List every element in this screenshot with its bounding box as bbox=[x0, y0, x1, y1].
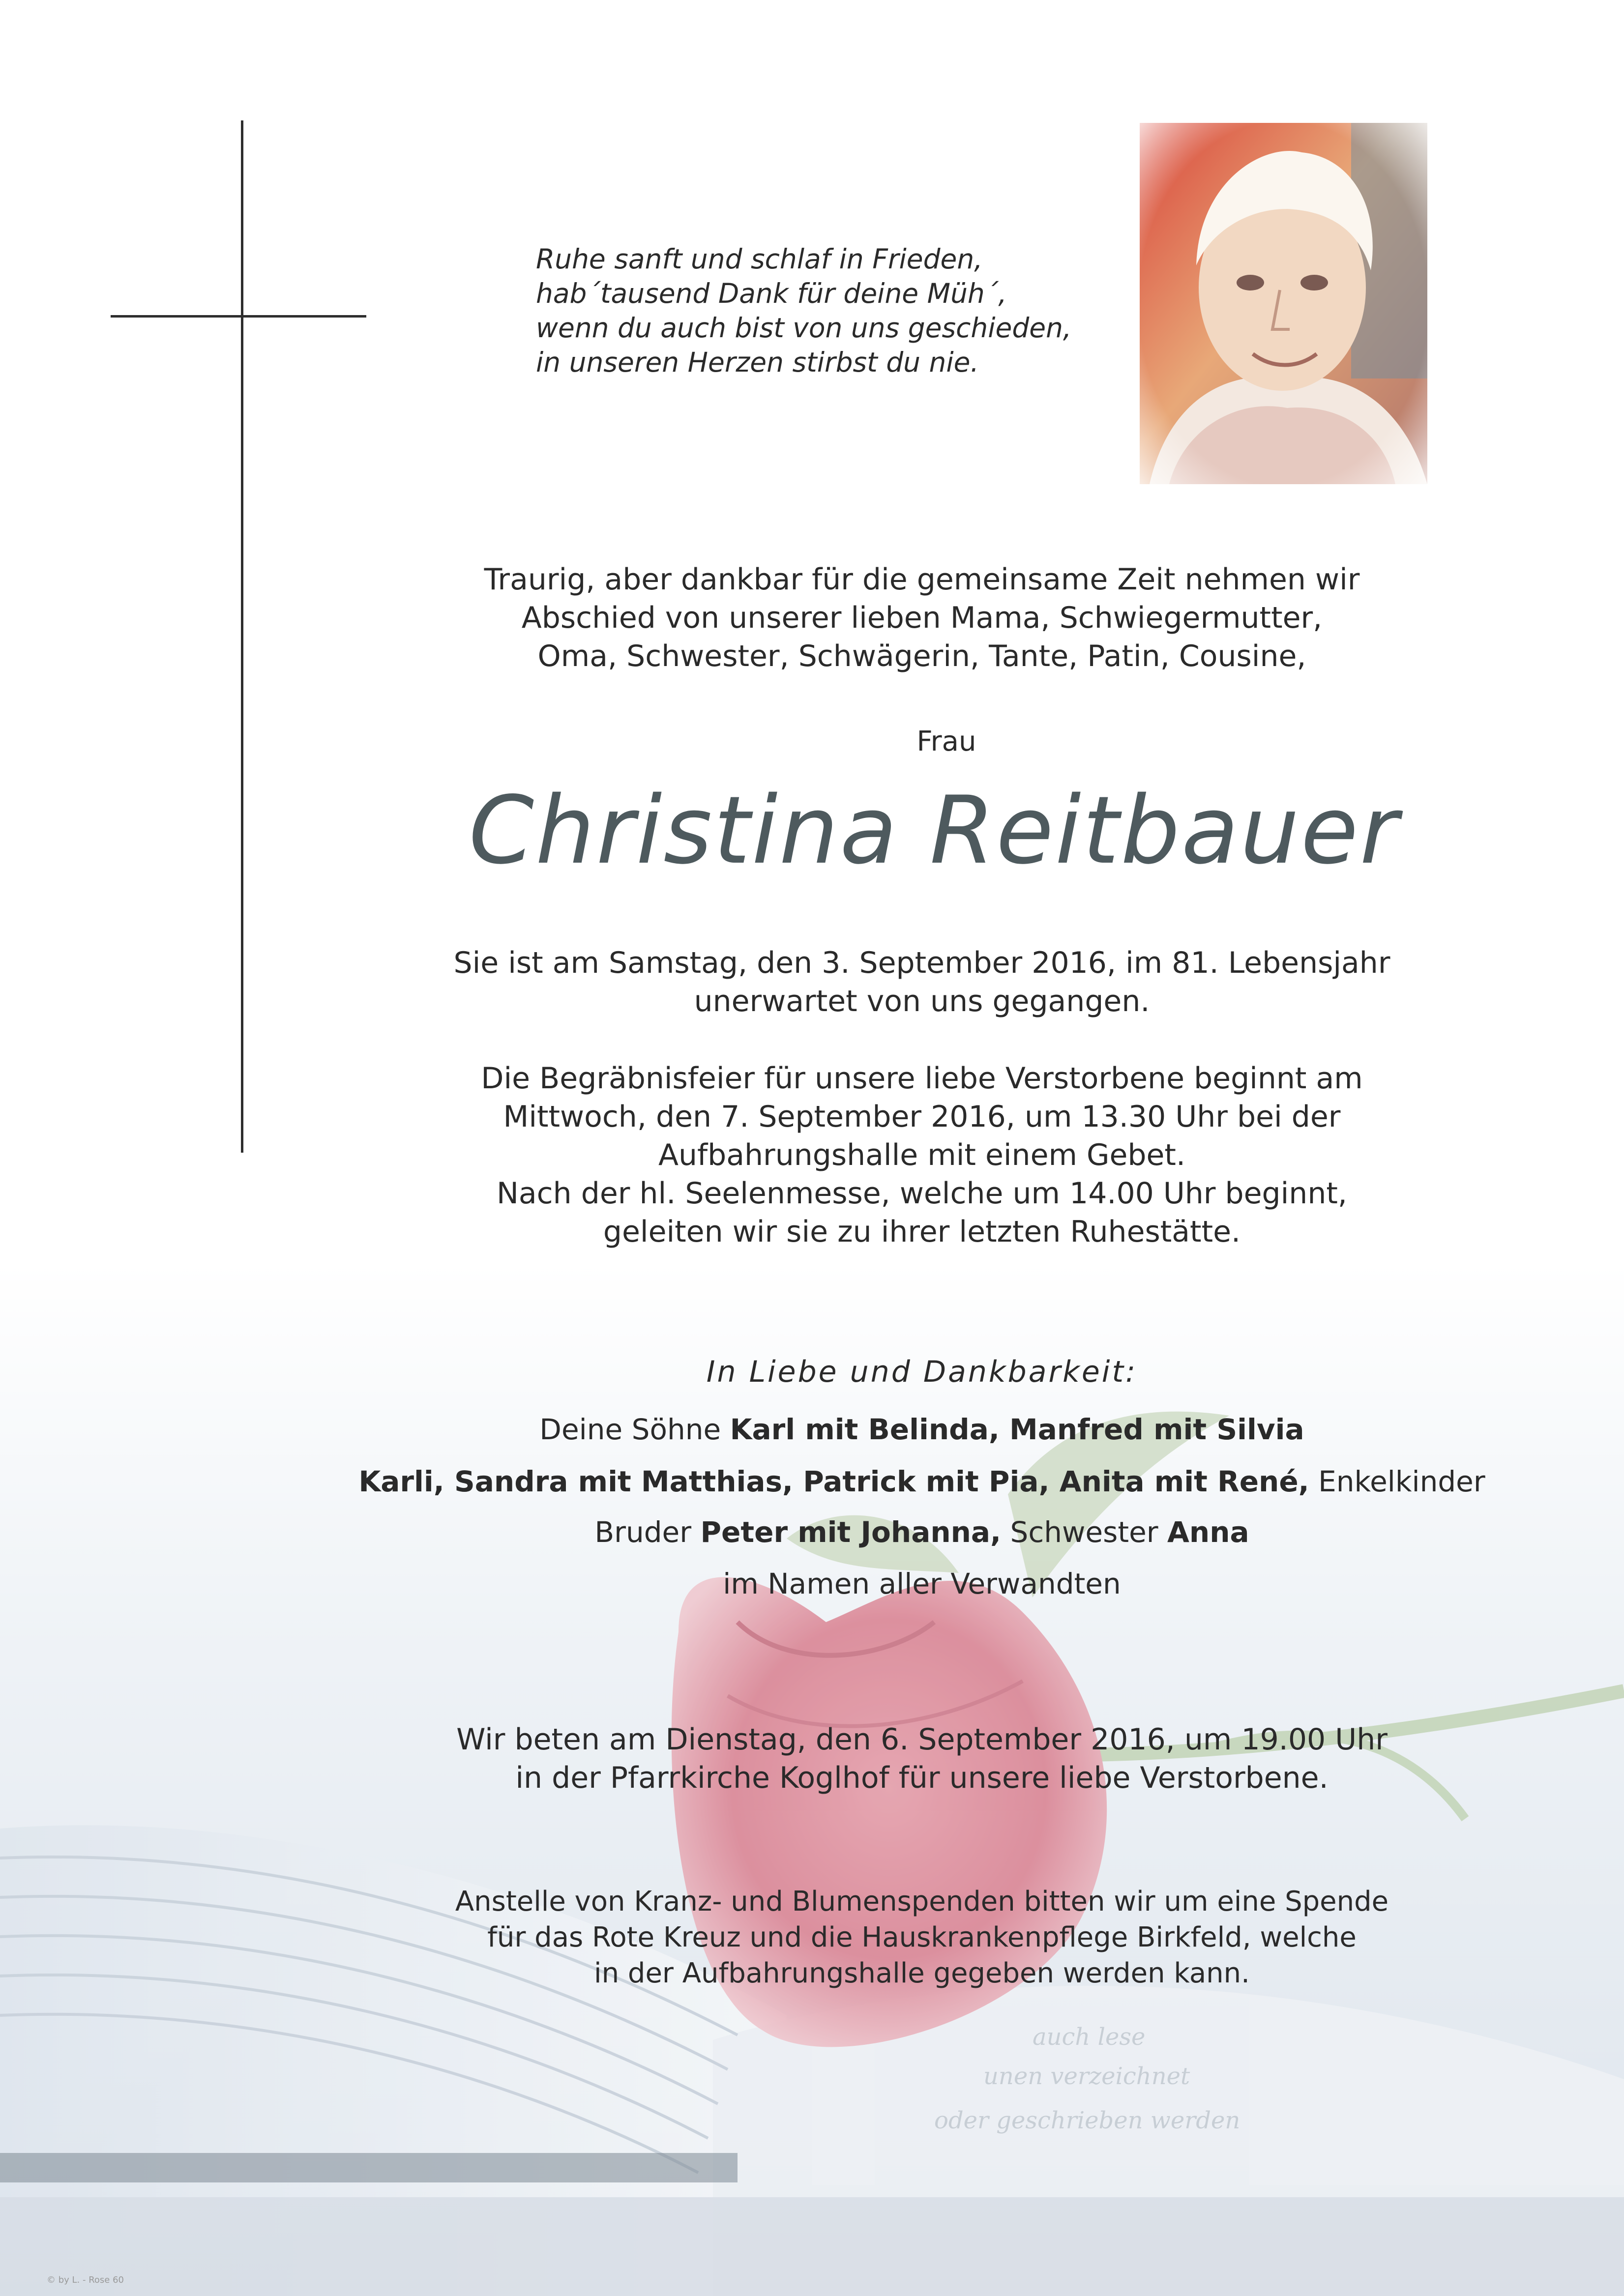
funeral-line: Mittwoch, den 7. September 2016, um 13.30 Uhr bei der bbox=[503, 1100, 1341, 1134]
book-handwriting-decoration: auch lese bbox=[1033, 2023, 1146, 2051]
mourners-text: Schwester bbox=[1001, 1515, 1168, 1549]
mourners-names: Karl mit Belinda, Manfred mit Silvia bbox=[730, 1413, 1304, 1446]
prayer-line: Wir beten am Dienstag, den 6. September 2016, um 19.00 Uhr bbox=[456, 1722, 1388, 1757]
intro-text bbox=[443, 560, 1401, 675]
copyright-note: © by L. - Rose 60 bbox=[47, 2275, 124, 2285]
mourners-text: Bruder bbox=[594, 1515, 701, 1549]
donation-line: für das Rote Kreuz und die Hauskrankenpflege Birkfeld, welche bbox=[487, 1921, 1357, 1953]
mourners-line bbox=[344, 1513, 1500, 1551]
salutation: Frau bbox=[916, 726, 976, 757]
deceased-name: Christina Reitbauer bbox=[469, 776, 1400, 885]
poem-line: hab´tausend Dank für deine Müh´, bbox=[536, 278, 1007, 309]
poem-line: wenn du auch bist von uns geschieden, bbox=[536, 312, 1072, 344]
cross-icon-bar bbox=[111, 315, 366, 318]
mourners-text: Deine Söhne bbox=[539, 1413, 730, 1446]
mourners-names: Anna bbox=[1167, 1515, 1249, 1549]
donation-line: in der Aufbahrungshalle gegeben werden kann. bbox=[594, 1957, 1250, 1989]
mourners-names: Karli, Sandra mit Matthias, Patrick mit Pia, Anita mit René, bbox=[358, 1465, 1309, 1498]
mourners-names: Peter mit Johanna, bbox=[700, 1515, 1002, 1549]
donation-notice bbox=[443, 1884, 1401, 1991]
intro-line: Abschied von unserer lieben Mama, Schwiegermutter, bbox=[521, 601, 1323, 635]
portrait-photo bbox=[1140, 123, 1427, 484]
funeral-line: Nach der hl. Seelenmesse, welche um 14.00 Uhr beginnt, bbox=[497, 1176, 1347, 1211]
poem-line: in unseren Herzen stirbst du nie. bbox=[536, 347, 979, 378]
book-handwriting-decoration: unen verzeichnet bbox=[983, 2063, 1190, 2090]
mourners-line bbox=[344, 1410, 1500, 1449]
intro-line: Traurig, aber dankbar für die gemeinsame Zeit nehmen wir bbox=[484, 562, 1360, 597]
mourners-line: im Namen aller Verwandten bbox=[723, 1567, 1121, 1600]
donation-line: Anstelle von Kranz- und Blumenspenden bitten wir um eine Spende bbox=[455, 1886, 1389, 1918]
poem bbox=[536, 242, 1101, 379]
funeral-line: geleiten wir sie zu ihrer letzten Ruhestätte. bbox=[603, 1215, 1241, 1249]
intro-line: Oma, Schwester, Schwägerin, Tante, Patin, Cousine, bbox=[537, 639, 1306, 673]
prayer-notice bbox=[443, 1720, 1401, 1797]
funeral-line: Die Begräbnisfeier für unsere liebe Verstorbene beginnt am bbox=[481, 1061, 1363, 1096]
death-notice-line: unerwartet von uns gegangen. bbox=[694, 984, 1150, 1018]
prayer-line: in der Pfarrkirche Koglhof für unsere liebe Verstorbene. bbox=[515, 1761, 1329, 1795]
cross-icon bbox=[241, 120, 243, 1153]
poem-line: Ruhe sanft und schlaf in Frieden, bbox=[536, 243, 983, 275]
book-handwriting-decoration: oder geschrieben werden bbox=[934, 2107, 1240, 2134]
death-notice bbox=[443, 944, 1401, 1020]
mourners-heading: In Liebe und Dankbarkeit: bbox=[706, 1355, 1138, 1389]
mourners-line bbox=[344, 1462, 1500, 1501]
funeral-details bbox=[443, 1059, 1401, 1251]
mourners-text: Enkelkinder bbox=[1309, 1465, 1485, 1498]
funeral-line: Aufbahrungshalle mit einem Gebet. bbox=[658, 1138, 1186, 1172]
death-notice-line: Sie ist am Samstag, den 3. September 2016, im 81. Lebensjahr bbox=[453, 946, 1390, 980]
